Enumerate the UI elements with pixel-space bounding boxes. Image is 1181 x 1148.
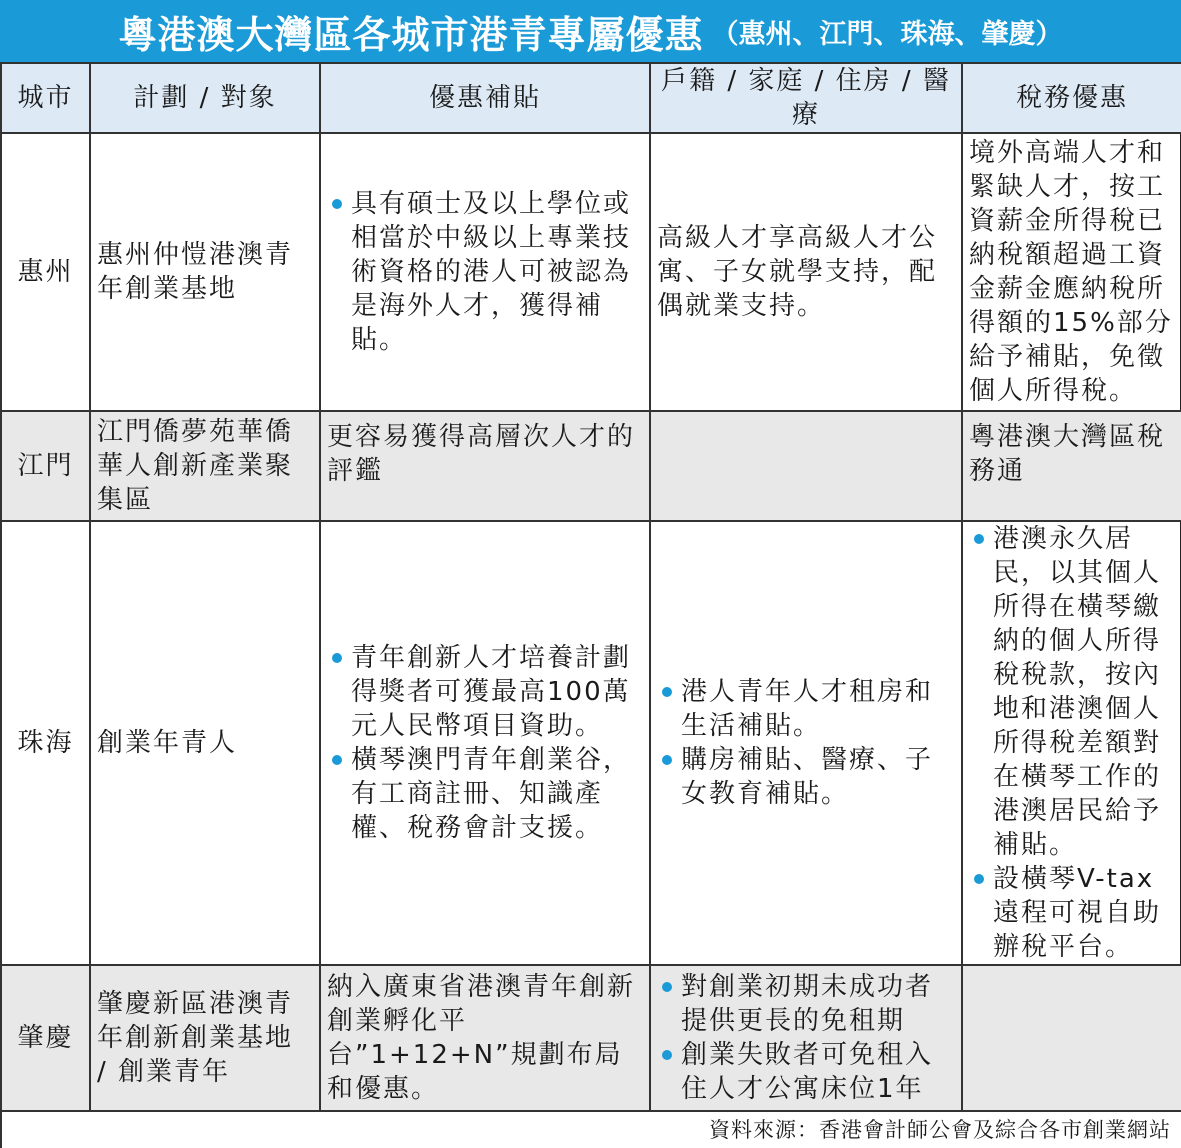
- subsidy-item: 青年創新人才培養計劃得獎者可獲最高100萬元人民幣項目資助。: [351, 641, 643, 743]
- household-item: 創業失敗者可免租入住人才公寓床位1年: [681, 1038, 955, 1106]
- header-city: 城市: [1, 63, 90, 133]
- household-cell: [650, 521, 962, 965]
- household-item: 購房補貼、醫療、子女教育補貼。: [681, 743, 955, 811]
- subsidy-cell: [320, 521, 650, 965]
- city-cell: 珠海: [1, 521, 90, 965]
- table-row-zhuhai: [1, 521, 1181, 965]
- tax-item: 港澳永久居民，以其個人所得在橫琴繳納的個人所得稅稅款，按內地和港澳個人所得稅差額對在橫琴工作的港澳居民給予補貼。: [993, 522, 1175, 862]
- city-cell: 惠州: [1, 133, 90, 411]
- table-row-jiangmen: [1, 411, 1181, 521]
- table-row-zhaoqing: [1, 965, 1181, 1111]
- household-cell: 高級人才享高級人才公寓、子女就學支持，配偶就業支持。: [650, 133, 962, 411]
- city-cell: 江門: [1, 411, 90, 521]
- household-cell: [650, 411, 962, 521]
- plan-cell: 創業年青人: [90, 521, 320, 965]
- tax-item: 設橫琴V-tax遠程可視自助辦稅平台。: [993, 862, 1175, 964]
- source-note: 資料來源：香港會計師公會及綜合各市創業網站: [1, 1111, 1181, 1148]
- tax-cell: 境外高端人才和緊缺人才，按工資薪金所得稅已納稅額超過工資金薪金應納稅所得額的15%部分給予補貼，免徵個人所得稅。: [962, 133, 1181, 411]
- table-header-row: [1, 63, 1181, 133]
- tax-cell: 粵港澳大灣區稅務通: [962, 411, 1181, 521]
- source-row: [1, 1111, 1181, 1148]
- subsidy-item: 具有碩士及以上學位或相當於中級以上專業技術資格的港人可被認為是海外人才，獲得補貼。: [351, 187, 643, 357]
- subsidy-cell: 納入廣東省港澳青年創新創業孵化平台”1+12+N”規劃布局和優惠。: [320, 965, 650, 1111]
- title-banner: [0, 0, 1181, 62]
- header-subsidy: 優惠補貼: [320, 63, 650, 133]
- plan-cell: 惠州仲愷港澳青年創業基地: [90, 133, 320, 411]
- title-subtitle: （惠州、江門、珠海、肇慶）: [711, 18, 1063, 50]
- city-cell: 肇慶: [1, 965, 90, 1111]
- subsidy-item: 橫琴澳門青年創業谷，有工商註冊、知識產權、稅務會計支援。: [351, 743, 643, 845]
- subsidy-cell: [320, 133, 650, 411]
- benefits-table: [0, 62, 1181, 1148]
- household-item: 對創業初期未成功者提供更長的免租期: [681, 970, 955, 1038]
- header-plan: 計劃 / 對象: [90, 63, 320, 133]
- header-tax: 稅務優惠: [962, 63, 1181, 133]
- household-item: 港人青年人才租房和生活補貼。: [681, 675, 955, 743]
- plan-cell: 江門僑夢苑華僑華人創新產業聚集區: [90, 411, 320, 521]
- table-row-huizhou: [1, 133, 1181, 411]
- title-main: 粵港澳大灣區各城市港青專屬優惠: [118, 12, 704, 57]
- header-household: 戶籍 / 家庭 / 住房 / 醫療: [650, 63, 962, 133]
- household-cell: [650, 965, 962, 1111]
- plan-cell: 肇慶新區港澳青年創新創業基地 / 創業青年: [90, 965, 320, 1111]
- tax-cell: [962, 521, 1181, 965]
- tax-cell: [962, 965, 1181, 1111]
- subsidy-cell: 更容易獲得高層次人才的評鑑: [320, 411, 650, 521]
